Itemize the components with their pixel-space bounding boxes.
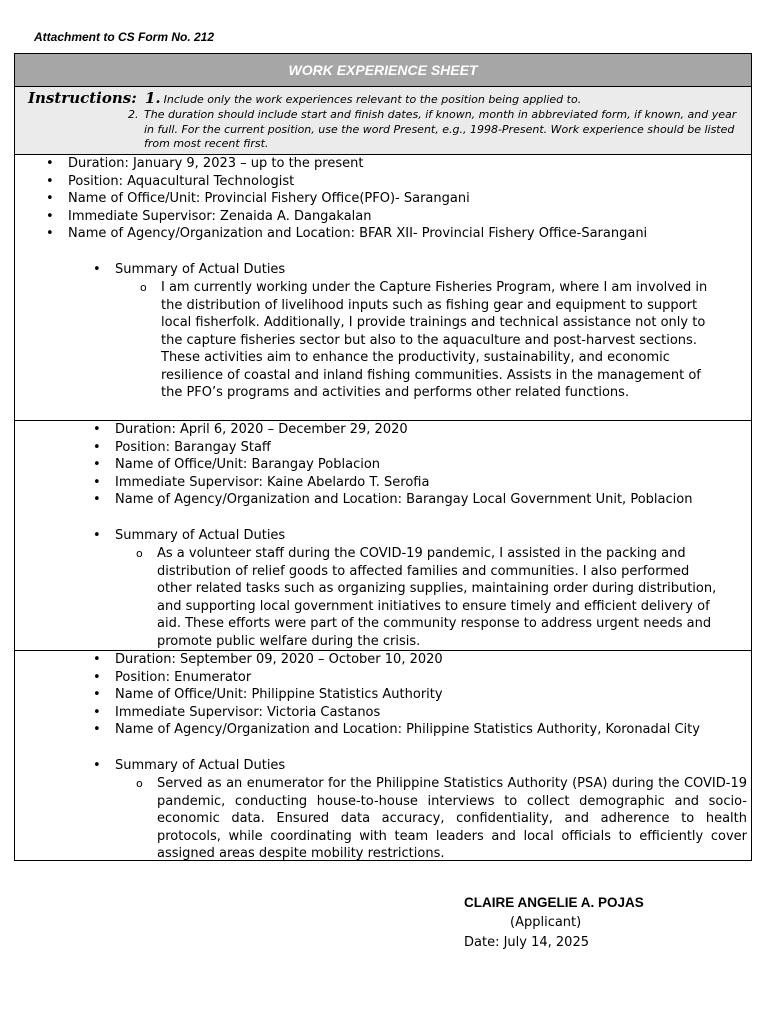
instruction-2-number: 2.: [128, 108, 139, 121]
instruction-2-text-line-2: in full. For the current position, use the word Present, e.g., 1998-Present. Work experience should be listed: [144, 122, 735, 136]
duties-line: local fisherfolk. Additionally, I provide trainings and technical assistance not only to: [161, 315, 706, 330]
entry-duration: • Duration: September 09, 2020 – October 10, 2020: [115, 651, 443, 669]
entry-agency: • Name of Agency/Organization and Location: BFAR XII- Provincial Fishery Office-Sarangani: [68, 225, 647, 243]
duties-line: the PFO’s programs and activities and performs other related functions.: [161, 385, 630, 400]
entry-summary-label: • Summary of Actual Duties: [115, 527, 285, 545]
entry-office: • Name of Office/Unit: Provincial Fishery Office(PFO)- Sarangani: [68, 190, 470, 208]
duties-line: aid. These efforts were part of the community response to address urgent needs and: [157, 616, 712, 631]
signature-block: [464, 893, 644, 953]
duties-line: o I am currently working under the Capture Fisheries Program, where I am involved in: [161, 280, 708, 295]
entry-duration: • Duration: January 9, 2023 – up to the present: [68, 155, 363, 173]
entry-supervisor: • Immediate Supervisor: Victoria Castanos: [115, 704, 380, 722]
applicant-role: (Applicant): [510, 915, 582, 930]
entry-office: • Name of Office/Unit: Philippine Statistics Authority: [115, 686, 443, 704]
duties-line: distribution of relief goods to affected families and communities. I also performed: [157, 563, 690, 579]
work-entry-3: [15, 651, 751, 860]
applicant-name: CLAIRE ANGELIE A. POJAS: [464, 895, 644, 910]
form-attachment-label: Attachment to CS Form No. 212: [34, 30, 215, 44]
instruction-item-2: [128, 108, 748, 152]
entry-office: • Name of Office/Unit: Barangay Poblacion: [115, 456, 380, 474]
duties-line: promote public welfare during the crisis.: [157, 633, 421, 649]
entry-supervisor: • Immediate Supervisor: Kaine Abelardo T. Serofia: [115, 474, 429, 492]
work-entry-1: [15, 155, 751, 421]
instruction-2-text-line-3: from most recent first.: [144, 137, 269, 150]
instruction-1-number: 1.: [145, 89, 161, 107]
instruction-2-text-line-1: The duration should include start and finish dates, if known, month in abbreviated form, if known, and year: [144, 108, 737, 121]
entry-duties: [161, 279, 746, 402]
duties-line: These activities aim to enhance the productivity, sustainability, and economic: [161, 350, 670, 365]
duties-line: and supporting local government initiatives to ensure timely and efficient delivery of: [157, 598, 710, 614]
sheet-title: WORK EXPERIENCE SHEET: [15, 54, 751, 87]
duties-line: resilience of coastal and inland fishing communities. Assists in the management of: [161, 367, 701, 383]
instructions-label: Instructions:: [28, 89, 137, 107]
entry-position: • Position: Barangay Staff: [115, 439, 271, 457]
entry-summary-label: • Summary of Actual Duties: [115, 261, 285, 279]
instructions-box: [15, 87, 751, 155]
duties-line: the capture fisheries sector but also to the aquaculture and post-harvest sections.: [161, 332, 697, 348]
work-entry-2: [15, 421, 751, 651]
entry-position: • Position: Enumerator: [115, 669, 251, 687]
duties-line: the distribution of livelihood inputs such as fishing gear and equipment to support: [161, 297, 698, 313]
duties-line: other related tasks such as organizing supplies, maintaining order during distribution,: [157, 581, 717, 596]
entry-position: • Position: Aquacultural Technologist: [68, 173, 294, 191]
entry-agency: • Name of Agency/Organization and Location: Barangay Local Government Unit, Poblacion: [115, 491, 692, 509]
work-experience-sheet: [14, 53, 752, 861]
entry-agency: • Name of Agency/Organization and Location: Philippine Statistics Authority, Koronadal City: [115, 721, 700, 739]
entry-duration: • Duration: April 6, 2020 – December 29, 2020: [115, 421, 408, 439]
entry-duties: o Served as an enumerator for the Philippine Statistics Authority (PSA) during the COVID-19 pandemic, conducting house-to-house interviews to collect demographic and socio-economic data. Ensured data accuracy, confidentiality, and adherence to health protocols, while coordinating with team leaders and local officials to efficiently cover assigned areas despite mobility restrictions.: [157, 775, 747, 863]
duties-line: o As a volunteer staff during the COVID-19 pandemic, I assisted in the packing and: [157, 546, 686, 561]
entry-duties: [157, 545, 747, 650]
instruction-1-text: Include only the work experiences relevant to the position being applied to.: [163, 93, 582, 106]
entry-supervisor: • Immediate Supervisor: Zenaida A. Dangakalan: [68, 208, 371, 226]
instruction-item-1: [145, 89, 581, 107]
signature-date: Date: July 14, 2025: [464, 935, 589, 950]
entry-summary-label: • Summary of Actual Duties: [115, 757, 285, 775]
